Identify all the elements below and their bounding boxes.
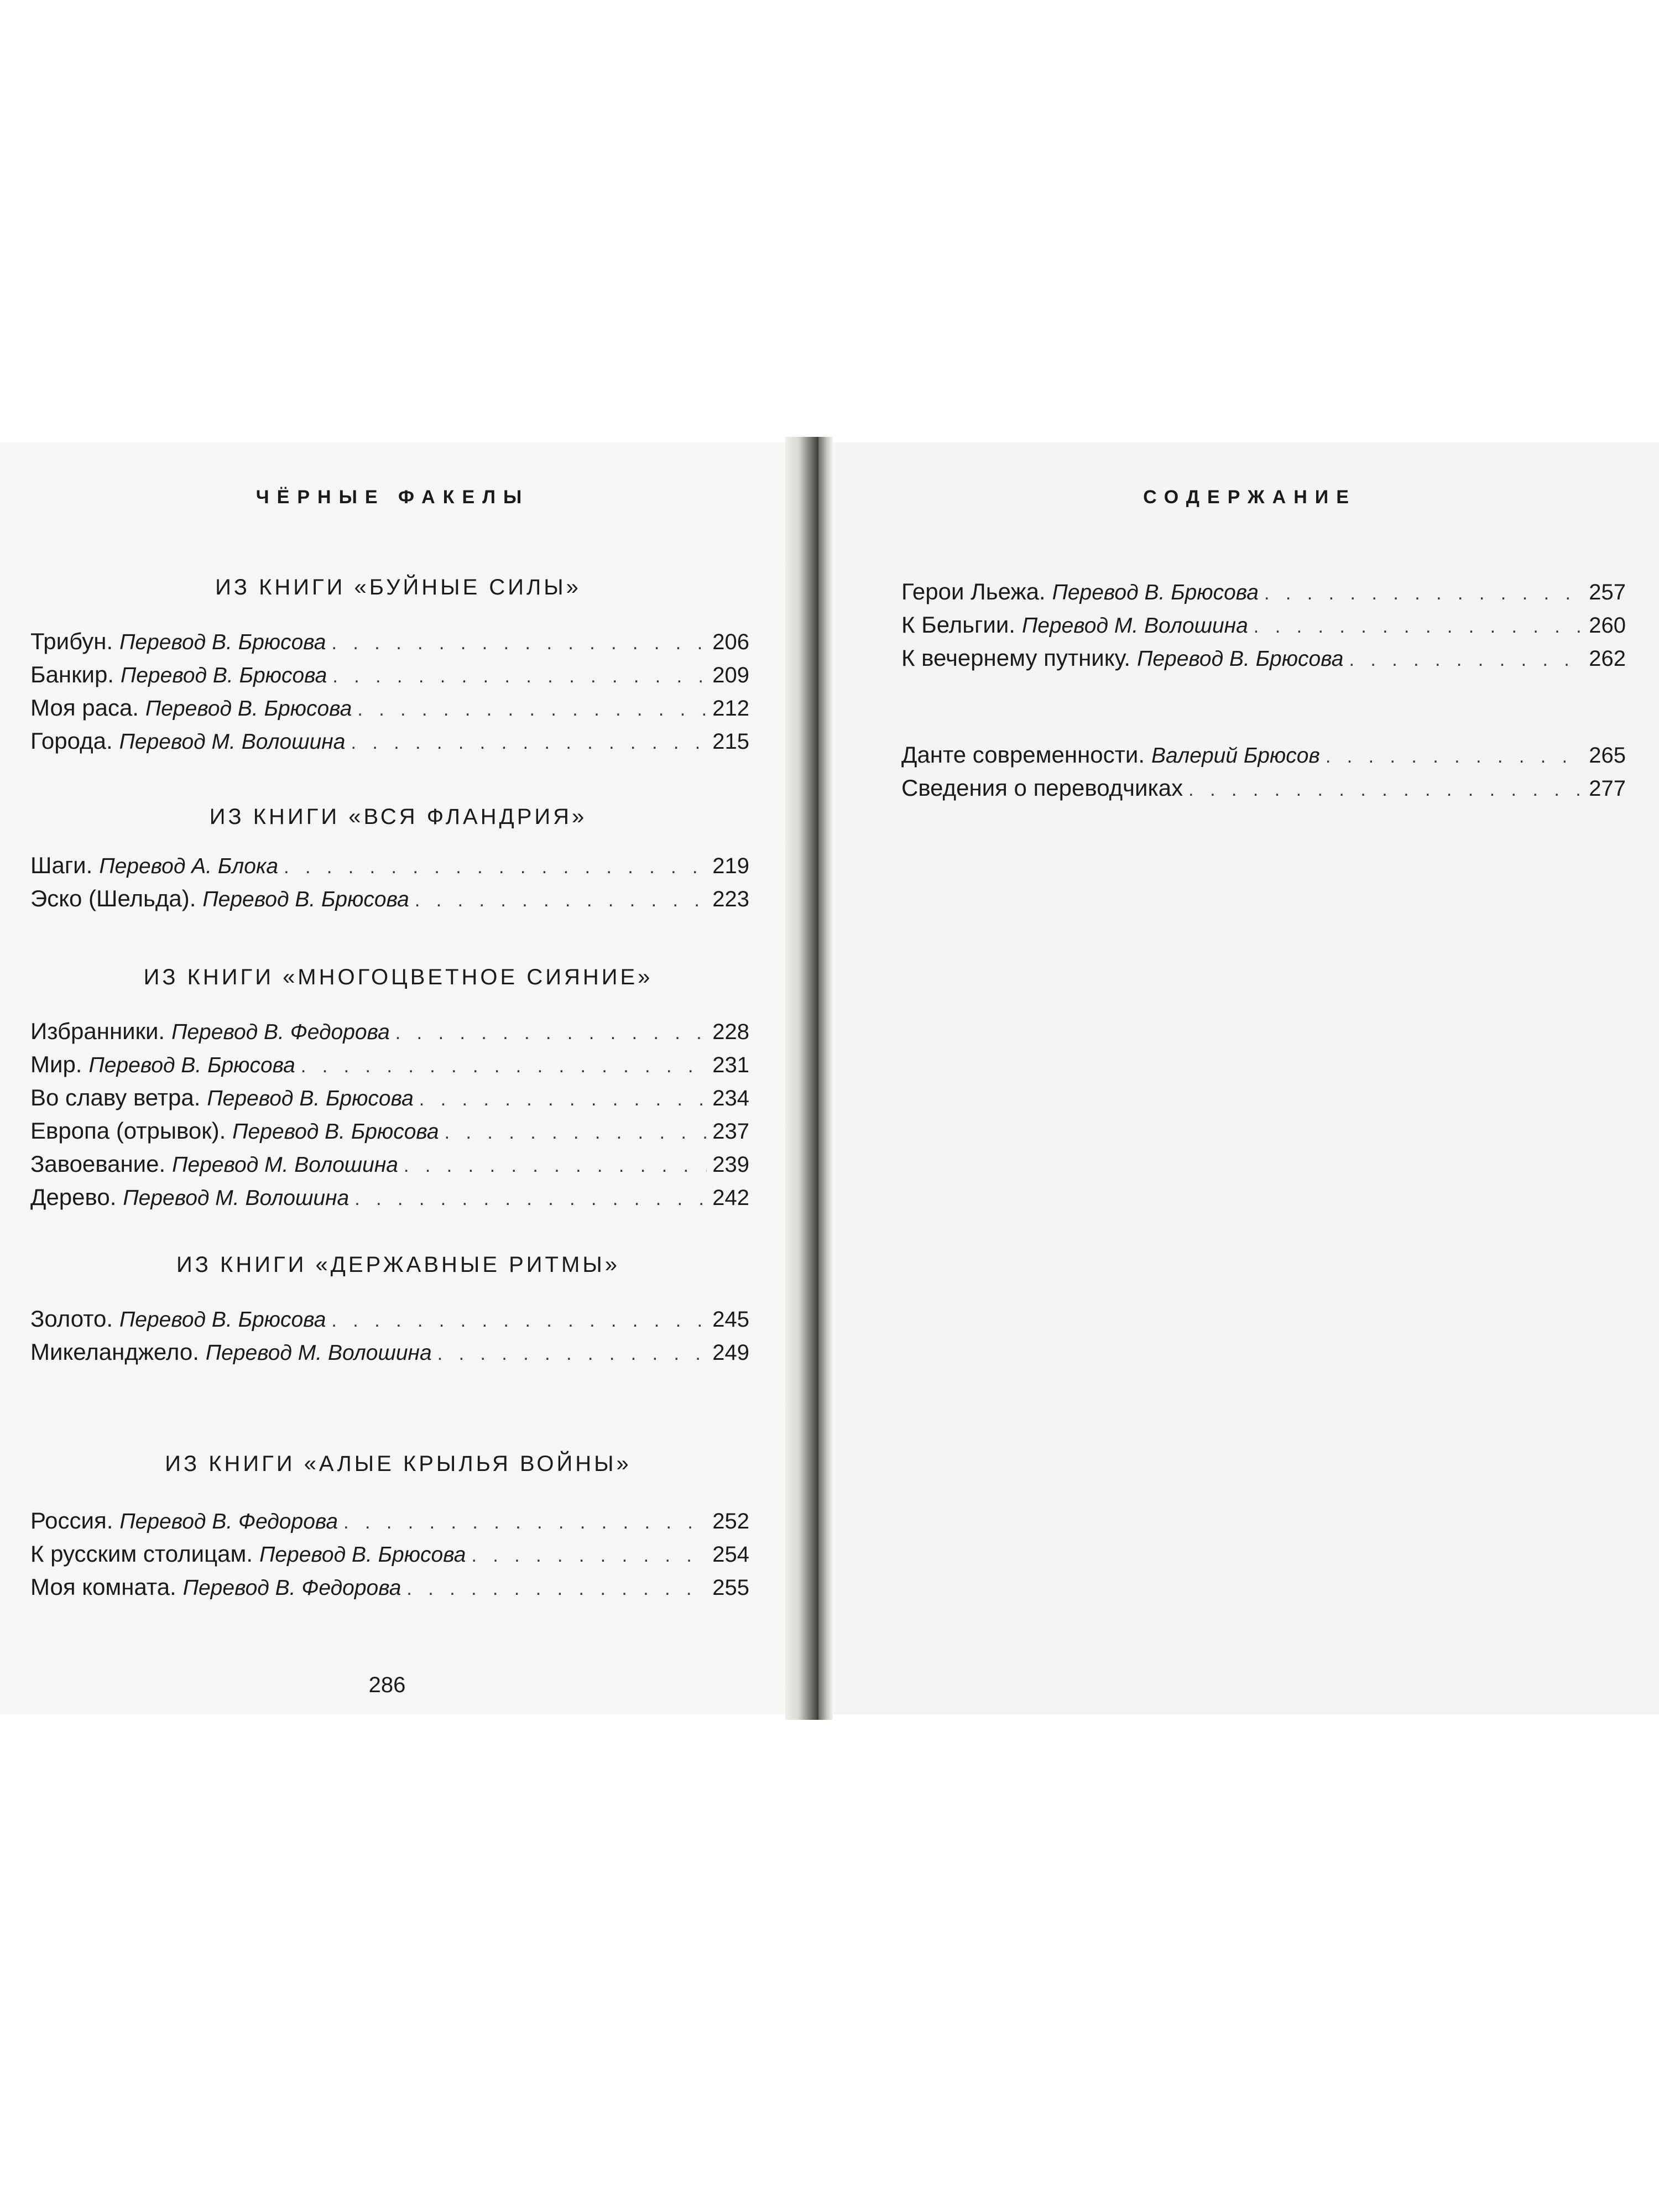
entry-page: 252 bbox=[712, 1509, 749, 1533]
entry-title: Мир. bbox=[30, 1051, 82, 1077]
entry-translator: Перевод В. Федорова bbox=[171, 1020, 390, 1044]
entry-title: Моя раса. bbox=[30, 695, 139, 721]
entry-page: 262 bbox=[1589, 646, 1626, 671]
toc-entry[interactable] bbox=[30, 1147, 749, 1181]
entry-translator: Перевод В. Брюсова bbox=[207, 1087, 414, 1110]
entry-page: 257 bbox=[1589, 580, 1626, 604]
toc-section-list bbox=[30, 849, 749, 915]
entry-page: 277 bbox=[1589, 776, 1626, 801]
entry-translator: Перевод М. Волошина bbox=[123, 1186, 349, 1210]
page-number: 286 bbox=[368, 1673, 406, 1697]
toc-section-list bbox=[30, 1015, 749, 1214]
toc-entry[interactable] bbox=[901, 575, 1626, 608]
entry-page: 223 bbox=[712, 887, 749, 911]
toc-entry[interactable] bbox=[30, 1537, 749, 1571]
dot-leader bbox=[1326, 740, 1583, 773]
entry-title: Избранники. bbox=[30, 1018, 165, 1044]
entry-page: 231 bbox=[712, 1053, 749, 1077]
entry-title: К Бельгии. bbox=[901, 612, 1015, 638]
entry-title: Европа (отрывок). bbox=[30, 1118, 226, 1144]
entry-title: Эско (Шельда). bbox=[30, 885, 196, 911]
toc-entry[interactable] bbox=[30, 849, 749, 882]
entry-page: 255 bbox=[712, 1575, 749, 1600]
entry-translator: Перевод В. Брюсова bbox=[88, 1053, 295, 1077]
toc-entry[interactable] bbox=[30, 1571, 749, 1604]
dot-leader bbox=[419, 1083, 707, 1116]
toc-section-list bbox=[30, 625, 749, 758]
entry-title: Банкир. bbox=[30, 661, 114, 687]
running-head-right: СОДЕРЖАНИЕ bbox=[1143, 487, 1357, 508]
toc-entry[interactable] bbox=[30, 1504, 749, 1537]
toc-section-list bbox=[30, 1504, 749, 1604]
toc-entry[interactable] bbox=[901, 641, 1626, 675]
toc-entry[interactable] bbox=[30, 1114, 749, 1147]
entry-title: Моя комната. bbox=[30, 1574, 176, 1600]
entry-page: 228 bbox=[712, 1020, 749, 1044]
dot-leader bbox=[1254, 610, 1583, 643]
entry-page: 234 bbox=[712, 1086, 749, 1110]
entry-title: К русским столицам. bbox=[30, 1541, 253, 1567]
dot-leader bbox=[343, 1506, 707, 1539]
toc-entry[interactable] bbox=[901, 771, 1626, 805]
section-title: ИЗ КНИГИ «МНОГОЦВЕТНОЕ СИЯНИЕ» bbox=[143, 965, 653, 989]
entry-translator: Перевод А. Блока bbox=[99, 854, 279, 878]
entry-page: 237 bbox=[712, 1119, 749, 1144]
entry-translator: Перевод В. Брюсова bbox=[119, 1308, 326, 1332]
dot-leader bbox=[331, 1304, 707, 1337]
dot-leader bbox=[471, 1539, 707, 1572]
entry-page: 219 bbox=[712, 854, 749, 878]
entry-page: 206 bbox=[712, 630, 749, 654]
dot-leader bbox=[301, 1050, 707, 1083]
toc-entry[interactable] bbox=[901, 738, 1626, 771]
entry-page: 265 bbox=[1589, 743, 1626, 768]
entry-title: Дерево. bbox=[30, 1184, 117, 1210]
entry-translator: Перевод В. Брюсова bbox=[259, 1543, 466, 1567]
dot-leader bbox=[406, 1572, 707, 1605]
entry-translator: Перевод М. Волошина bbox=[1021, 614, 1248, 638]
toc-group-list bbox=[901, 738, 1626, 805]
entry-translator: Валерий Брюсов bbox=[1151, 744, 1320, 768]
section-title: ИЗ КНИГИ «ДЕРЖАВНЫЕ РИТМЫ» bbox=[176, 1253, 620, 1277]
entry-title: Города. bbox=[30, 728, 113, 754]
entry-translator: Перевод В. Брюсова bbox=[202, 888, 409, 911]
entry-title: Сведения о переводчиках bbox=[901, 775, 1183, 801]
entry-page: 242 bbox=[712, 1186, 749, 1210]
dot-leader bbox=[1188, 773, 1583, 806]
toc-group-list bbox=[901, 575, 1626, 675]
entry-title: Данте современности. bbox=[901, 742, 1145, 768]
toc-entry[interactable] bbox=[901, 608, 1626, 641]
dot-leader bbox=[351, 726, 707, 759]
entry-page: 249 bbox=[712, 1340, 749, 1365]
entry-page: 239 bbox=[712, 1152, 749, 1177]
entry-translator: Перевод В. Брюсова bbox=[120, 664, 327, 687]
toc-entry[interactable] bbox=[30, 1302, 749, 1335]
toc-entry[interactable] bbox=[30, 1181, 749, 1214]
entry-translator: Перевод В. Брюсова bbox=[1052, 581, 1259, 604]
dot-leader bbox=[445, 1116, 707, 1149]
entry-page: 209 bbox=[712, 663, 749, 687]
entry-title: Золото. bbox=[30, 1306, 113, 1332]
book-gutter bbox=[785, 437, 818, 1720]
section-title: ИЗ КНИГИ «ВСЯ ФЛАНДРИЯ» bbox=[209, 805, 587, 829]
entry-page: 245 bbox=[712, 1307, 749, 1332]
toc-entry[interactable] bbox=[30, 724, 749, 758]
toc-entry[interactable] bbox=[30, 625, 749, 658]
entry-page: 215 bbox=[712, 729, 749, 754]
toc-section-list bbox=[30, 1302, 749, 1369]
entry-title: Микеланджело. bbox=[30, 1339, 199, 1365]
entry-translator: Перевод М. Волошина bbox=[205, 1341, 432, 1365]
dot-leader bbox=[1264, 577, 1583, 610]
toc-entry[interactable] bbox=[30, 1081, 749, 1114]
entry-translator: Перевод В. Федорова bbox=[182, 1576, 401, 1600]
toc-entry[interactable] bbox=[30, 1335, 749, 1369]
toc-entry[interactable] bbox=[30, 882, 749, 915]
entry-translator: Перевод В. Брюсова bbox=[119, 630, 326, 654]
dot-leader bbox=[332, 660, 707, 693]
entry-title: Россия. bbox=[30, 1507, 113, 1533]
section-title: ИЗ КНИГИ «БУЙНЫЕ СИЛЫ» bbox=[215, 575, 581, 599]
entry-translator: Перевод М. Волошина bbox=[119, 730, 346, 754]
dot-leader bbox=[437, 1337, 707, 1370]
entry-page: 254 bbox=[712, 1542, 749, 1567]
gutter-shadow bbox=[818, 437, 833, 1720]
entry-translator: Перевод В. Брюсова bbox=[1137, 647, 1344, 671]
entry-title: Во славу ветра. bbox=[30, 1084, 201, 1110]
toc-entry[interactable] bbox=[30, 1015, 749, 1048]
running-head-left: ЧЁРНЫЕ ФАКЕЛЫ bbox=[255, 487, 530, 508]
dot-leader bbox=[332, 627, 707, 660]
dot-leader bbox=[357, 693, 707, 726]
entry-title: Завоевание. bbox=[30, 1151, 166, 1177]
dot-leader bbox=[395, 1016, 707, 1050]
entry-translator: Перевод М. Волошина bbox=[172, 1153, 398, 1177]
toc-entry[interactable] bbox=[30, 658, 749, 691]
entry-translator: Перевод В. Брюсова bbox=[232, 1120, 439, 1144]
toc-entry[interactable] bbox=[30, 1048, 749, 1081]
entry-page: 260 bbox=[1589, 613, 1626, 638]
section-title: ИЗ КНИГИ «АЛЫЕ КРЫЛЬЯ ВОЙНЫ» bbox=[165, 1452, 632, 1476]
entry-title: К вечернему путнику. bbox=[901, 645, 1131, 671]
entry-translator: Перевод В. Брюсова bbox=[145, 697, 352, 721]
toc-entry[interactable] bbox=[30, 691, 749, 724]
entry-title: Герои Льежа. bbox=[901, 578, 1046, 604]
entry-title: Шаги. bbox=[30, 852, 93, 878]
dot-leader bbox=[354, 1182, 707, 1215]
dot-leader bbox=[284, 851, 707, 884]
dot-leader bbox=[415, 884, 707, 917]
entry-title: Трибун. bbox=[30, 628, 113, 654]
dot-leader bbox=[1349, 643, 1583, 676]
dot-leader bbox=[404, 1149, 707, 1182]
entry-page: 212 bbox=[712, 696, 749, 721]
entry-translator: Перевод В. Федорова bbox=[119, 1510, 338, 1533]
